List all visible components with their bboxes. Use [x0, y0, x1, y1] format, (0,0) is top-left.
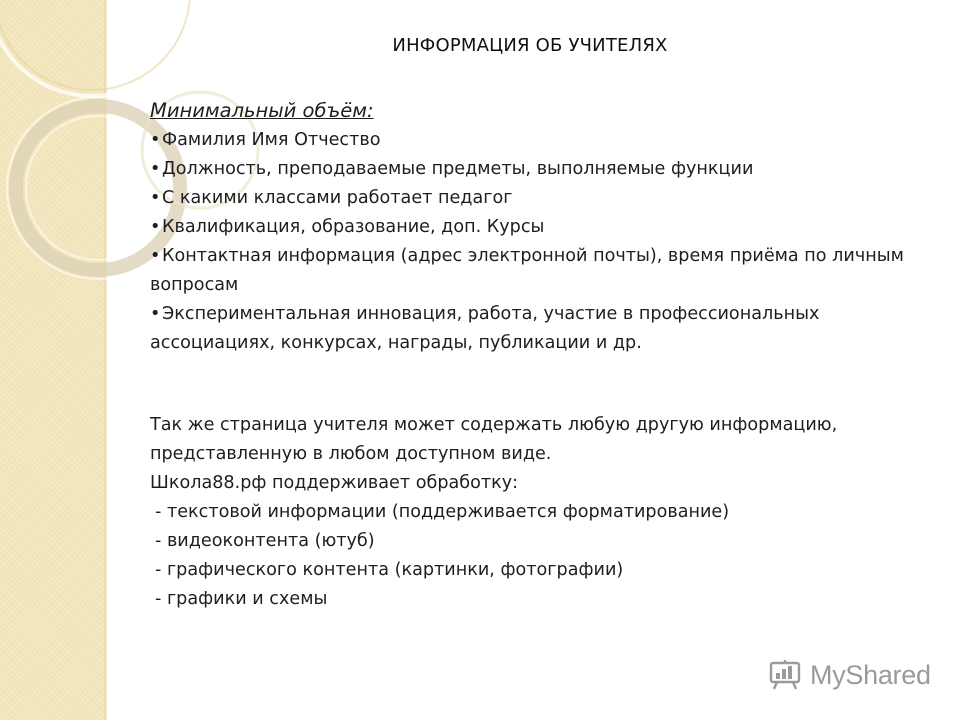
list-item-text: Квалификация, образование, доп. Курсы [162, 217, 545, 237]
list-item-text: Фамилия Имя Отчество [162, 130, 381, 150]
list-item: - графического контента (картинки, фотографии) [155, 560, 624, 580]
list-item: - графики и схемы [155, 589, 328, 609]
subtitle: Минимальный объём: [150, 99, 374, 122]
page-title: ИНФОРМАЦИЯ ОБ УЧИТЕЛЯХ [392, 35, 668, 56]
requirements-list [150, 126, 930, 358]
bullet-icon: • [150, 159, 161, 179]
paragraph-line: Так же страница учителя может содержать любую другую информацию, [150, 415, 838, 435]
list-item [150, 184, 930, 213]
list-item [150, 155, 930, 184]
watermark [768, 657, 931, 693]
bullet-icon: • [150, 188, 161, 208]
list-item-text: Экспериментальная инновация, работа, участие в профессиональных ассоциациях, конкурсах, награды, публикации и др. [150, 304, 820, 353]
bullet-icon: • [150, 304, 161, 324]
list-item [150, 126, 930, 155]
paragraph-line: Школа88.рф поддерживает обработку: [150, 473, 519, 493]
list-item [150, 242, 930, 300]
bullet-icon: • [150, 217, 161, 237]
list-item-text: Контактная информация (адрес электронной почты), время приёма по личным вопросам [150, 246, 904, 295]
presentation-board-icon [768, 658, 802, 692]
list-item: - видеоконтента (ютуб) [155, 531, 375, 551]
bullet-icon: • [150, 130, 161, 150]
list-item-text: Должность, преподаваемые предметы, выполняемые функции [162, 159, 754, 179]
support-paragraph [150, 411, 930, 614]
list-item: - текстовой информации (поддерживается форматирование) [155, 502, 730, 522]
supported-content-list [150, 498, 930, 614]
list-item [150, 213, 930, 242]
slide-content [150, 96, 930, 614]
list-item-text: С какими классами работает педагог [162, 188, 513, 208]
paragraph-line: представленную в любом доступном виде. [150, 444, 552, 464]
list-item [150, 300, 930, 358]
bullet-icon: • [150, 246, 161, 266]
watermark-text: MyShared [810, 659, 931, 690]
